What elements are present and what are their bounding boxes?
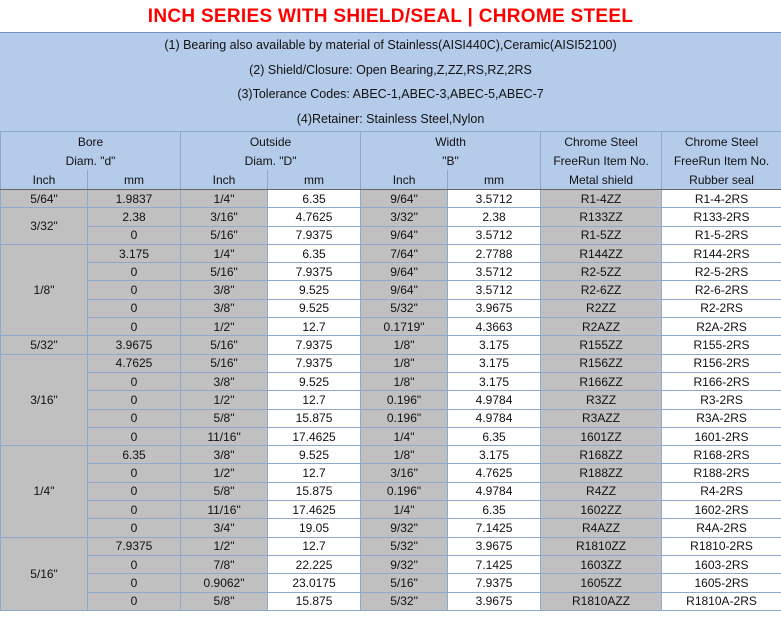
metal-shield-item-cell: 1602ZZ [541,501,662,519]
table-row [1,391,781,409]
outside-mm-cell: 9.525 [268,299,361,317]
outside-mm-cell: 9.525 [268,372,361,390]
outside-mm-cell: 7.9375 [268,354,361,372]
note-shield: (2) Shield/Closure: Open Bearing,Z,ZZ,RS,RZ,2RS [249,62,532,77]
notes-panel [0,33,781,131]
outside-mm-cell: 7.9375 [268,336,361,354]
outside-inch-cell: 5/8" [181,409,268,427]
outside-mm-cell: 23.0175 [268,574,361,592]
metal-shield-item-cell: R156ZZ [541,354,662,372]
width-mm-cell: 7.1425 [448,519,541,537]
outside-inch-cell: 1/2" [181,537,268,555]
width-mm-cell: 2.7788 [448,244,541,262]
metal-shield-item-cell: 1605ZZ [541,574,662,592]
chrome-metal-header: Chrome Steel [541,132,662,152]
bore-inch-cell: 5/32" [1,336,88,354]
bore-mm-cell: 0 [88,482,181,500]
bore-mm-cell: 0 [88,263,181,281]
metal-shield-item-cell: R155ZZ [541,336,662,354]
outside-inch-cell: 3/8" [181,299,268,317]
chrome-rubber-subheader: FreeRun Item No. [662,151,781,170]
metal-shield-item-cell: R144ZZ [541,244,662,262]
width-mm-cell: 3.5712 [448,263,541,281]
outside-inch-cell: 1/2" [181,318,268,336]
metal-shield-item-cell: R4ZZ [541,482,662,500]
rubber-seal-item-cell: R4A-2RS [662,519,781,537]
outside-mm-cell: 6.35 [268,190,361,208]
table-row [1,208,781,226]
rubber-seal-item-cell: R144-2RS [662,244,781,262]
bore-inch-cell: 1/4" [1,446,88,537]
rubber-seal-item-cell: R1810A-2RS [662,592,781,610]
width-inch-cell: 1/8" [361,372,448,390]
table-row [1,263,781,281]
width-mm-cell: 4.9784 [448,391,541,409]
rubber-seal-item-cell: R2A-2RS [662,318,781,336]
rubber-seal-item-cell: R3A-2RS [662,409,781,427]
bore-mm-cell: 1.9837 [88,190,181,208]
width-inch-cell: 1/4" [361,501,448,519]
rubber-seal-item-cell: R188-2RS [662,464,781,482]
table-row [1,574,781,592]
bore-mm-cell: 0 [88,464,181,482]
outside-mm-cell: 12.7 [268,464,361,482]
metal-shield-item-cell: R188ZZ [541,464,662,482]
width-mm-header: mm [448,170,541,190]
rubber-seal-item-cell: R166-2RS [662,372,781,390]
table-row [1,482,781,500]
width-inch-cell: 0.196" [361,391,448,409]
outside-inch-cell: 11/16" [181,427,268,445]
bore-inch-cell: 3/16" [1,354,88,445]
width-mm-cell: 4.9784 [448,409,541,427]
outside-mm-cell: 12.7 [268,537,361,555]
rubber-seal-item-cell: R2-5-2RS [662,263,781,281]
bore-mm-cell: 0 [88,226,181,244]
rubber-seal-item-cell: R168-2RS [662,446,781,464]
bore-mm-cell: 0 [88,299,181,317]
outside-inch-cell: 3/4" [181,519,268,537]
width-mm-cell: 3.5712 [448,190,541,208]
outside-inch-cell: 5/16" [181,336,268,354]
metal-shield-item-cell: R1810ZZ [541,537,662,555]
bore-mm-cell: 0 [88,555,181,573]
outside-inch-header: Inch [181,170,268,190]
bore-mm-cell: 0 [88,592,181,610]
bore-mm-cell: 0 [88,391,181,409]
outside-mm-cell: 7.9375 [268,226,361,244]
bore-inch-cell: 5/64" [1,190,88,208]
outside-inch-cell: 11/16" [181,501,268,519]
metal-shield-item-cell: R2-5ZZ [541,263,662,281]
metal-shield-item-cell: R2ZZ [541,299,662,317]
bore-header: Bore [1,132,181,152]
rubber-seal-item-cell: R1-5-2RS [662,226,781,244]
outside-mm-cell: 15.875 [268,409,361,427]
outside-mm-cell: 15.875 [268,592,361,610]
width-mm-cell: 3.175 [448,446,541,464]
metal-shield-item-cell: R4AZZ [541,519,662,537]
width-inch-cell: 1/4" [361,427,448,445]
width-inch-header: Inch [361,170,448,190]
rubber-seal-item-cell: 1605-2RS [662,574,781,592]
outside-mm-cell: 7.9375 [268,263,361,281]
bore-mm-cell: 0 [88,427,181,445]
width-mm-cell: 3.5712 [448,281,541,299]
outside-inch-cell: 0.9062" [181,574,268,592]
table-row [1,446,781,464]
bore-mm-cell: 0 [88,574,181,592]
width-mm-cell: 3.175 [448,336,541,354]
rubber-seal-item-cell: R1-4-2RS [662,190,781,208]
page-title: INCH SERIES WITH SHIELD/SEAL | CHROME STEEL [0,0,781,33]
width-mm-cell: 3.5712 [448,226,541,244]
outside-inch-cell: 3/16" [181,208,268,226]
width-mm-cell: 7.1425 [448,555,541,573]
bore-mm-cell: 6.35 [88,446,181,464]
outside-mm-cell: 6.35 [268,244,361,262]
width-header: Width [361,132,541,152]
note-tolerance: (3)Tolerance Codes: ABEC-1,ABEC-3,ABEC-5,ABEC-7 [237,87,544,101]
width-mm-cell: 4.3663 [448,318,541,336]
header-row-2 [1,151,781,170]
metal-shield-item-cell: R168ZZ [541,446,662,464]
bore-inch-cell: 1/8" [1,244,88,335]
outside-inch-cell: 3/8" [181,446,268,464]
rubber-seal-item-cell: R2-6-2RS [662,281,781,299]
table-row [1,281,781,299]
width-mm-cell: 6.35 [448,501,541,519]
outside-inch-cell: 3/8" [181,372,268,390]
bore-mm-cell: 2.38 [88,208,181,226]
outside-inch-cell: 5/16" [181,263,268,281]
table-row [1,372,781,390]
rubber-seal-item-cell: R2-2RS [662,299,781,317]
bore-inch-cell: 3/32" [1,208,88,245]
note-retainer: (4)Retainer: Stainless Steel,Nylon [296,111,485,126]
table-row [1,592,781,610]
width-inch-cell: 3/16" [361,464,448,482]
table-row [1,409,781,427]
bore-mm-cell: 7.9375 [88,537,181,555]
rubber-seal-header: Rubber seal [662,170,781,190]
metal-shield-item-cell: 1601ZZ [541,427,662,445]
rubber-seal-item-cell: R156-2RS [662,354,781,372]
table-row [1,299,781,317]
header-row-1 [1,132,781,152]
table-row [1,336,781,354]
metal-shield-item-cell: R3ZZ [541,391,662,409]
bore-mm-cell: 0 [88,501,181,519]
outside-mm-cell: 15.875 [268,482,361,500]
table-row [1,537,781,555]
table-row [1,427,781,445]
outside-mm-cell: 12.7 [268,391,361,409]
rubber-seal-item-cell: 1601-2RS [662,427,781,445]
outside-mm-cell: 9.525 [268,281,361,299]
table-row [1,464,781,482]
outside-mm-cell: 22.225 [268,555,361,573]
chrome-rubber-header: Chrome Steel [662,132,781,152]
metal-shield-item-cell: R133ZZ [541,208,662,226]
table-row [1,354,781,372]
outside-inch-cell: 3/8" [181,281,268,299]
width-inch-cell: 1/8" [361,446,448,464]
outside-subheader: Diam. "D" [181,151,361,170]
width-mm-cell: 3.9675 [448,592,541,610]
width-inch-cell: 0.196" [361,409,448,427]
note-material: (1) Bearing also available by material of Stainless(AISI440C),Ceramic(AISI52100) [164,38,617,52]
bore-mm-cell: 0 [88,318,181,336]
width-mm-cell: 4.7625 [448,464,541,482]
width-inch-cell: 9/64" [361,226,448,244]
width-mm-cell: 3.9675 [448,299,541,317]
width-inch-cell: 9/32" [361,519,448,537]
rubber-seal-item-cell: R4-2RS [662,482,781,500]
outside-header: Outside [181,132,361,152]
table-row [1,226,781,244]
outside-inch-cell: 7/8" [181,555,268,573]
width-mm-cell: 7.9375 [448,574,541,592]
width-subheader: "B" [361,151,541,170]
rubber-seal-item-cell: R3-2RS [662,391,781,409]
outside-mm-cell: 4.7625 [268,208,361,226]
table-body [1,190,781,611]
table-row [1,501,781,519]
bore-mm-cell: 0 [88,281,181,299]
bearing-table [0,131,781,611]
metal-shield-item-cell: R1-4ZZ [541,190,662,208]
outside-inch-cell: 5/16" [181,226,268,244]
bore-mm-cell: 0 [88,409,181,427]
width-inch-cell: 5/32" [361,592,448,610]
width-inch-cell: 0.196" [361,482,448,500]
width-inch-cell: 5/16" [361,574,448,592]
width-inch-cell: 7/64" [361,244,448,262]
bore-mm-cell: 0 [88,519,181,537]
width-inch-cell: 9/64" [361,190,448,208]
table-row [1,244,781,262]
chrome-metal-subheader: FreeRun Item No. [541,151,662,170]
metal-shield-item-cell: R3AZZ [541,409,662,427]
width-mm-cell: 3.9675 [448,537,541,555]
outside-inch-cell: 1/4" [181,244,268,262]
metal-shield-item-cell: R1810AZZ [541,592,662,610]
outside-mm-cell: 17.4625 [268,501,361,519]
outside-mm-header: mm [268,170,361,190]
outside-mm-cell: 9.525 [268,446,361,464]
width-mm-cell: 3.175 [448,354,541,372]
rubber-seal-item-cell: 1603-2RS [662,555,781,573]
table-row [1,190,781,208]
rubber-seal-item-cell: R133-2RS [662,208,781,226]
header-row-3 [1,170,781,190]
width-inch-cell: 1/8" [361,354,448,372]
rubber-seal-item-cell: R155-2RS [662,336,781,354]
bore-mm-header: mm [88,170,181,190]
outside-mm-cell: 12.7 [268,318,361,336]
outside-inch-cell: 1/4" [181,190,268,208]
bore-mm-cell: 3.9675 [88,336,181,354]
width-mm-cell: 3.175 [448,372,541,390]
width-inch-cell: 0.1719" [361,318,448,336]
bore-mm-cell: 4.7625 [88,354,181,372]
bore-mm-cell: 3.175 [88,244,181,262]
bore-inch-cell: 5/16" [1,537,88,610]
rubber-seal-item-cell: R1810-2RS [662,537,781,555]
width-mm-cell: 4.9784 [448,482,541,500]
width-inch-cell: 5/32" [361,537,448,555]
metal-shield-item-cell: R2AZZ [541,318,662,336]
width-inch-cell: 9/64" [361,281,448,299]
width-inch-cell: 1/8" [361,336,448,354]
bore-subheader: Diam. "d" [1,151,181,170]
width-mm-cell: 6.35 [448,427,541,445]
outside-inch-cell: 1/2" [181,391,268,409]
metal-shield-header: Metal shield [541,170,662,190]
outside-inch-cell: 5/8" [181,592,268,610]
outside-inch-cell: 5/16" [181,354,268,372]
width-inch-cell: 5/32" [361,299,448,317]
width-inch-cell: 9/32" [361,555,448,573]
rubber-seal-item-cell: 1602-2RS [662,501,781,519]
outside-mm-cell: 17.4625 [268,427,361,445]
metal-shield-item-cell: R1-5ZZ [541,226,662,244]
table-row [1,318,781,336]
width-mm-cell: 2.38 [448,208,541,226]
bore-inch-header: Inch [1,170,88,190]
outside-inch-cell: 1/2" [181,464,268,482]
metal-shield-item-cell: R166ZZ [541,372,662,390]
width-inch-cell: 3/32" [361,208,448,226]
metal-shield-item-cell: 1603ZZ [541,555,662,573]
table-row [1,519,781,537]
metal-shield-item-cell: R2-6ZZ [541,281,662,299]
table-row [1,555,781,573]
width-inch-cell: 9/64" [361,263,448,281]
outside-inch-cell: 5/8" [181,482,268,500]
outside-mm-cell: 19.05 [268,519,361,537]
bore-mm-cell: 0 [88,372,181,390]
